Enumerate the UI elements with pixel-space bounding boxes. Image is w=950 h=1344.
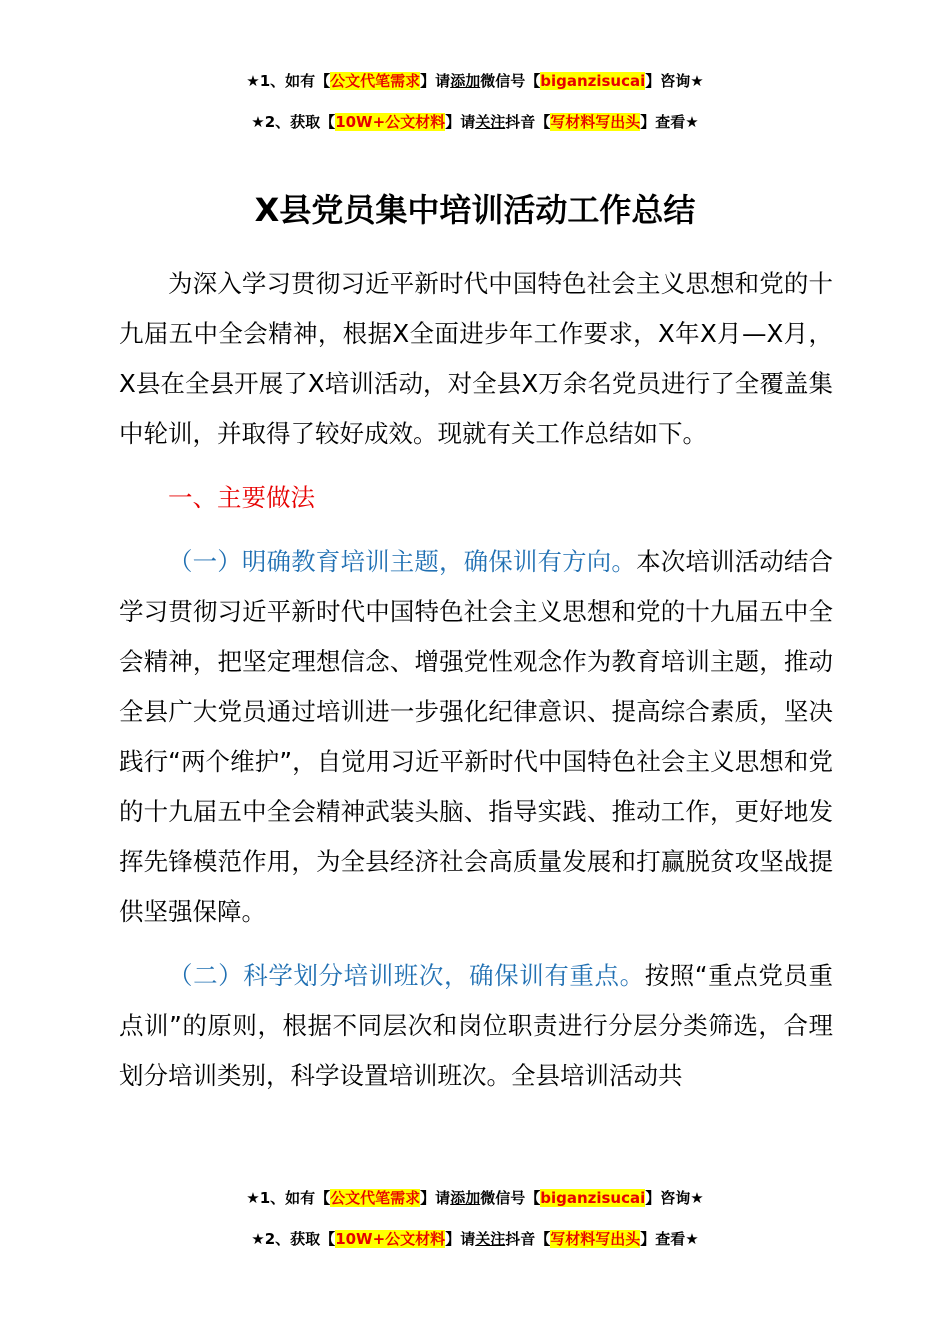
- banner-text: 】请: [420, 1189, 451, 1207]
- banner-text: 】咨询★: [645, 72, 704, 90]
- promo-banner-line-1-top: [0, 70, 950, 92]
- item-body-1: 本次培训活动结合学习贯彻习近平新时代中国特色社会主义思想和党的十九届五中全会精神，把坚定理想信念、增强党性观念作为教育培训主题，推动全县广大党员通过培训进一步强化纪律意识、提高综合素质，坚决践行“两个维护”，自觉用习近平新时代中国特色社会主义思想和党的十九届五中全会精神武装头脑、指导实践、推动工作，更好地发挥先锋模范作用，为全县经济社会高质量发展和打赢脱贫攻坚战提供坚强保障。: [119, 547, 834, 926]
- intro-paragraph: 为深入学习贯彻习近平新时代中国特色社会主义思想和党的十九届五中全会精神，根据X全面进步年工作要求，X年X月—X月，X县在全县开展了X培训活动，对全县X万余名党员进行了全覆盖集中轮训，并取得了较好成效。现就有关工作总结如下。: [119, 269, 833, 448]
- highlight-materials: 10W+公文材料: [335, 1230, 446, 1248]
- banner-text: ★2、获取【: [251, 113, 336, 131]
- highlight-writing-service: 公文代笔需求: [330, 1189, 421, 1207]
- banner-text: 】请: [445, 113, 476, 131]
- highlight-writing-service: 公文代笔需求: [330, 72, 421, 90]
- banner-text: 微信号【: [480, 72, 541, 90]
- highlight-douyin-account: 写材料写出头: [550, 1230, 641, 1248]
- highlight-douyin-account: 写材料写出头: [550, 113, 641, 131]
- banner-text: ★1、如有【: [246, 72, 331, 90]
- paragraph-spacer: [119, 937, 833, 951]
- item-paragraph-2: [119, 951, 833, 1101]
- banner-text: 】查看★: [640, 113, 699, 131]
- document-title: X县党员集中培训活动工作总结: [254, 191, 696, 229]
- item-paragraph-1: [119, 537, 833, 937]
- banner-text: 抖音【: [505, 1230, 551, 1248]
- promo-banner-line-2-bottom: [0, 1228, 950, 1250]
- highlight-wechat-id: biganzisucai: [540, 72, 646, 90]
- banner-text: 】查看★: [640, 1230, 699, 1248]
- banner-text: 抖音【: [505, 113, 551, 131]
- banner-text: 】咨询★: [645, 1189, 704, 1207]
- underlined-follow: 关注: [475, 1230, 506, 1248]
- banner-text: ★2、获取【: [251, 1230, 336, 1248]
- item-body-2: 按照“重点党员重点训”的原则，根据不同层次和岗位职责进行分层分类筛选，合理划分培训类别，科学设置培训班次。全县培训活动共: [119, 961, 833, 1090]
- item-heading-1: （一）明确教育培训主题，确保训有方向。: [168, 547, 637, 576]
- promo-banner-line-2-top: [0, 111, 950, 133]
- banner-text: ★1、如有【: [246, 1189, 331, 1207]
- promo-banner-line-1-bottom: [0, 1187, 950, 1209]
- document-body: [119, 259, 833, 1101]
- section-heading: 一、主要做法: [168, 483, 315, 512]
- highlight-materials: 10W+公文材料: [335, 113, 446, 131]
- underlined-follow: 关注: [475, 113, 506, 131]
- banner-text: 】请: [420, 72, 451, 90]
- banner-text: 】请: [445, 1230, 476, 1248]
- underlined-add: 添加: [450, 1189, 481, 1207]
- highlight-wechat-id: biganzisucai: [540, 1189, 646, 1207]
- banner-text: 微信号【: [480, 1189, 541, 1207]
- underlined-add: 添加: [450, 72, 481, 90]
- item-heading-2: （二）科学划分培训班次，确保训有重点。: [168, 961, 645, 990]
